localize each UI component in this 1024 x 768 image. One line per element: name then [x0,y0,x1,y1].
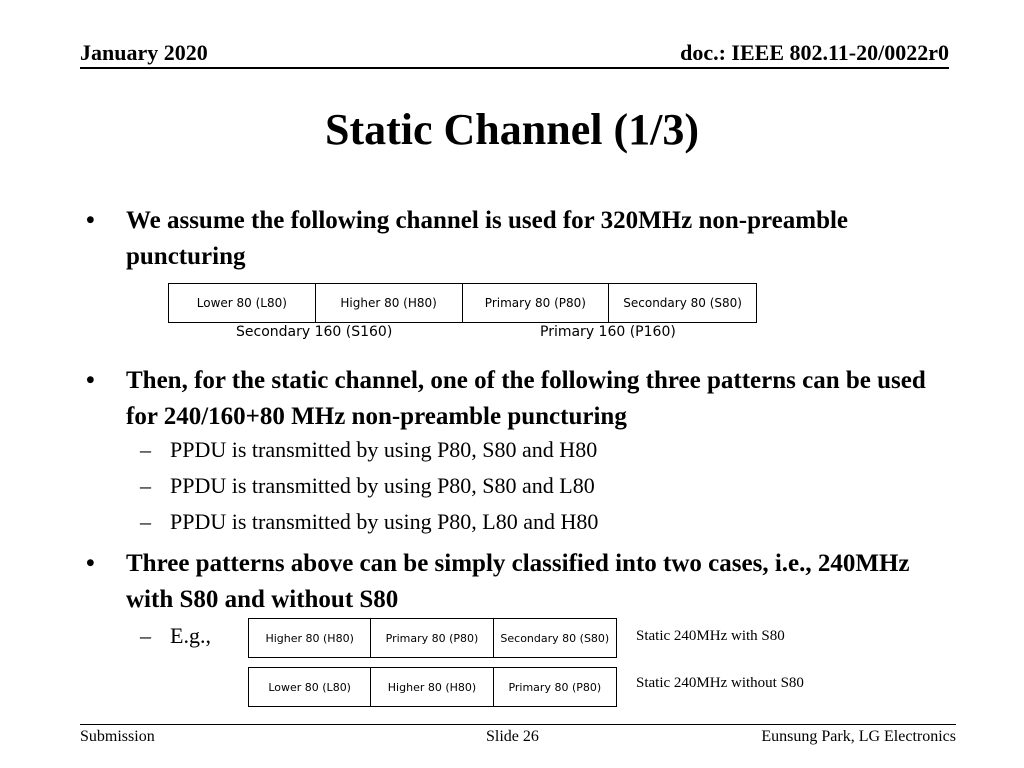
channel-cell-l80: Lower 80 (L80) [169,284,316,322]
channel-cell-s80: Secondary 80 (S80) [623,296,742,310]
bullet-text: Three patterns above can be simply classified into two cases, i.e., 240MHz with S80 and without S80 [126,550,910,613]
channel-cell-h80: Higher 80 (H80) [316,284,463,322]
bullet-marker: • [86,550,95,577]
sub-bullet-marker: – [140,473,151,498]
sub-bullet-text: PPDU is transmitted by using P80, S80 and H80 [170,437,598,462]
header-divider [80,67,949,69]
pattern-cell-h80: Higher 80 (H80) [371,668,493,706]
pattern-cell-s80: Secondary 80 (S80) [500,631,610,645]
sub-bullet-marker: – [140,437,151,462]
footer-slide-number: Slide 26 [486,728,539,745]
sub-bullet-text: E.g., [170,623,211,648]
pattern-cell-l80: Lower 80 (L80) [249,668,371,706]
sub-bullet-text: PPDU is transmitted by using P80, L80 and H80 [170,509,599,534]
bullet-text: Then, for the static channel, one of the following three patterns can be used for 240/160+80 MHz non-preamble puncturing [126,367,926,430]
slide-title: Static Channel (1/3) [325,105,699,154]
channel-320-table [168,283,757,323]
pattern-with-s80-table [248,618,617,658]
pattern-without-s80-table [248,667,617,707]
footer-divider [80,724,956,725]
pattern-cell-h80: Higher 80 (H80) [249,619,371,657]
footer-author: Eunsung Park, LG Electronics [761,728,956,745]
bullet-text: We assume the following channel is used for 320MHz non-preamble puncturing [126,207,849,270]
pattern-cell-p80: Primary 80 (P80) [371,619,493,657]
sub-bullet-text: PPDU is transmitted by using P80, S80 and L80 [170,473,595,498]
header-doc-id: doc.: IEEE 802.11-20/0022r0 [680,40,949,65]
sub-bullet-marker: – [140,623,151,648]
bullet-marker: • [86,207,95,234]
group-label-p160: Primary 160 (P160) [540,324,676,340]
note-with-s80: Static 240MHz with S80 [636,628,785,644]
note-without-s80: Static 240MHz without S80 [636,675,804,691]
footer-submission: Submission [80,728,155,745]
bullet-marker: • [86,367,95,394]
channel-cell-p80: Primary 80 (P80) [463,284,610,322]
sub-bullet-marker: – [140,509,151,534]
group-label-s160: Secondary 160 (S160) [236,324,393,340]
header-date: January 2020 [80,40,208,65]
pattern-cell-p80: Primary 80 (P80) [508,680,602,694]
